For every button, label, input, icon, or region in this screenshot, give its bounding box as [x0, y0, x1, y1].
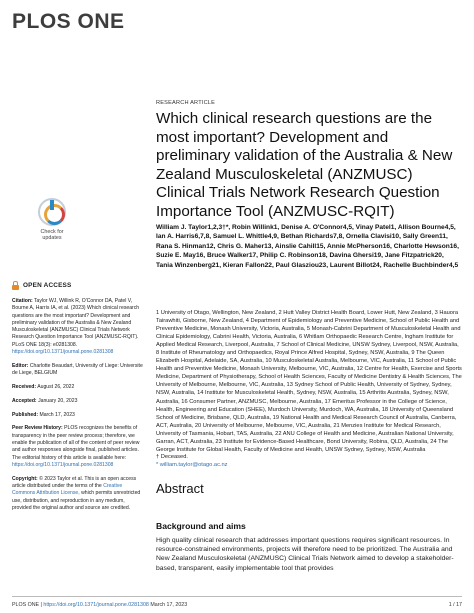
open-access-label: OPEN ACCESS	[12, 281, 71, 290]
check-for-updates-label: Check for updates	[40, 229, 64, 242]
page-footer	[12, 602, 462, 608]
page-number: 1 / 17	[448, 602, 462, 608]
peer-review-block: Peer Review History: PLOS recognizes the benefits of transparency in the peer review process; therefore, we enable the publication of all of the content of peer review and author responses alongside final, published articles. The editorial history of this article is available here: https://doi.org/10.1371/journal.pone.0281308	[12, 425, 140, 468]
citation-doi-link[interactable]: https://doi.org/10.1371/journal.pone.0281308	[12, 349, 114, 356]
article-title: Which clinical research questions are the most important? Development and preliminary validation of the Australia & New Zealand Musculoskeletal (ANZMUSC) Clinical Trials Network Research Question Importance Tool (ANZMUSC-RQIT)	[156, 110, 453, 220]
affiliations: 1 University of Otago, Wellington, New Zealand, 2 Hutt Valley District Health Board, Lower Hutt, New Zealand, 3 Hauora Tairawhiti, Gisborne, New Zealand, 4 Department of Epidemiology and Preventive Medicine, School of Public Health and Preventive Medicine, Monash University, Victoria, Australia, 5 Monash-Cabrini Department of Musculoskeletal Health and Clinical Epidemiology, Cabrini Health, Victoria, Australia, 6 Whitlam Orthopaedic Research Centre, Ingham Institute for Applied Medical Research, Liverpool, Australia, 7 School of Clinical Medicine, UNSW Sydney, Liverpool, NSW, Australia, 8 Institute of Rheumatology and Orthopaedics, Royal Prince Alfred Hospital, Sydney, NSW, Australia, 9 The Queen Elizabeth Hospital, Adelaide, SA, Australia, 10 Musculoskeletal Australia, Melbourne, VIC, Australia, 11 School of Public Health and Preventive Medicine, Monash University, Melbourne, VIC, Australia, 12 Centre for Health, Exercise and Sports Medicine, Department of Physiotherapy, School of Health Sciences, Faculty of Medicine Dentistry & Health Sciences, The University of Melbourne, Melbourne, VIC, Australia, 13 Sydney School of Public Health, University of Sydney, Sydney, NSW, Australia, 14 Institute for Musculoskeletal Health, Sydney, NSW, Australia, 15 Arthritis Australia, Sydney, NSW, Australia, 16 Consumer Partner, ANZMUSC, Melbourne, Australia, 17 Emeritus Professor in the College of Science, Health, Engineering and Education (SHEE), Murdoch University, Murdoch, WA, Australia, 18 University of Queensland School of Medicine, Brisbane, QLD, Australia, 19 National Health and Medical Research Council of Australia, Canberra, ACT, Australia, 20 University of Melbourne, Melbourne, VIC, Australia, 21 Menzies Institute for Medical Research, University of Tasmania, Hobart, TAS, Australia, 22 ANU College of Health and Medicine, Australian National University, Garran, ACT, Australia, 23 Institute for Evidence-Based Healthcare, Bond University, Robina, QLD, Australia, 24 The George Institute for Global Health, Faculty of Medicine and Health, UNSW Sydney, Sydney, NSW, Australia	[156, 310, 462, 453]
published-date: Published: March 17, 2023	[12, 411, 75, 418]
peer-review-link[interactable]: https://doi.org/10.1371/journal.pone.0281308	[12, 461, 114, 468]
check-for-updates-icon	[38, 198, 66, 226]
background-heading: Background and aims	[156, 521, 246, 531]
abstract-heading: Abstract	[156, 481, 204, 496]
article-type: RESEARCH ARTICLE	[156, 100, 216, 106]
open-lock-icon	[12, 281, 19, 290]
journal-logo: PLOS ONE	[12, 10, 125, 33]
footer-divider	[12, 596, 462, 597]
copyright-block: Copyright: © 2023 Taylor et al. This is an open access article distributed under the terms of the Creative Commons Attribution License, which permits unrestricted use, distribution, and reproduction in any medium, provided the original author and source are credited.	[12, 475, 141, 511]
check-for-updates-badge[interactable]	[34, 198, 70, 248]
received-date: Received: August 26, 2022	[12, 383, 75, 390]
footer-left: PLOS ONE | https://doi.org/10.1371/journal.pone.0281308 March 17, 2023	[12, 602, 188, 608]
accepted-date: Accepted: January 20, 2023	[12, 397, 78, 404]
editor-block: Editor: Charlotte Beaudart, University of Liege: Universite de Liege, BELGIUM	[12, 362, 143, 377]
citation-block: Citation: Taylor WJ, Willink R, O'Connor DA, Patel V, Bourne A, Harris IA, et al. (2023) Which clinical research questions are the most important? Development and preliminary validation of the Australia & New Zealand Musculoskeletal (ANZMUSC) Clinical Trials Network Research Question Importance Tool (ANZMUSC-RQIT). PLoS ONE 18(3): e0281308. https://doi.org/10.1371/journal.pone.0281308	[12, 298, 140, 356]
author-list: William J. Taylor1,2,3†*, Robin Willink1, Denise A. O'Connor4,5, Vinay Patel1, Allison Bourne4,5, Ian A. Harris6,7,8, Samuel L. Whittle4,9, Bethan Richards7,8, Ornella Clavisi10, Sally Green11, Rana S. Hinman12, Chris G. Maher13, Ainslie Cahill15, Annie McPherson16, Charlotte Hewson16, Suzie E. May16, Bruce Walker17, Philip C. Robinson18, Davina Ghersi19, Jane Fitzpatrick20, Tania Winzenberg21, Kieran Fallon22, Paul Glasziou23, Laurent Billot24, Rachelle Buchbinder4,5	[156, 224, 459, 269]
license-link[interactable]: Creative Commons Attribution License,	[12, 482, 123, 497]
corresponding-email-link[interactable]: * william.taylor@otago.ac.nz	[156, 461, 228, 468]
author-notes	[156, 454, 462, 469]
deceased-note: † Deceased.	[156, 454, 188, 460]
footer-doi-link[interactable]: https://doi.org/10.1371/journal.pone.0281308	[43, 602, 149, 608]
background-text: High quality clinical research that addresses important questions requires significant resources. In resource-constrained environments, projects will therefore need to be prioritized. The Australia and New Zealand Musculoskeletal (ANZMUSC) Clinical Trials Network aimed to develop a stakeholder-based, transparent, easily implementable tool that provides	[156, 537, 454, 572]
sidebar-metadata	[12, 298, 144, 519]
